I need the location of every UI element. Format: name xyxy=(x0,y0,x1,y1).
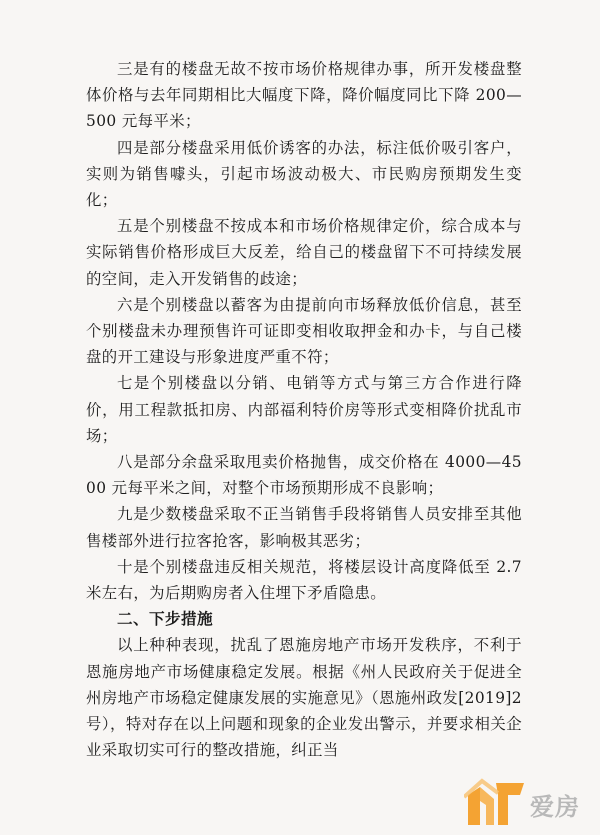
house-logo-icon xyxy=(464,769,528,829)
closing-paragraph: 以上种种表现，扰乱了恩施房地产市场开发秩序，不利于恩施房地产市场健康稳定发展。根据《州人民政府关于促进全州房地产市场稳定健康发展的实施意见》（恩施州政发[2019]2 号），特对存在以上问题和现象的企业发出警示，并要求相关企业采取切实可行的整改措施，纠正当 xyxy=(86,636,522,760)
paragraph-item-6: 六是个别楼盘以蓄客为由提前向市场释放低价信息，甚至个别楼盘未办理预售许可证即变相收取押金和办卡，与自己楼盘的开工建设与形象进度严重不符； xyxy=(86,295,522,367)
paragraph-item-10: 十是个别楼盘违反相关规范，将楼层设计高度降低至 2.7 米左右，为后期购房者入住埋下矛盾隐患。 xyxy=(86,557,522,603)
paragraph-item-5: 五是个别楼盘不按成本和市场价格规律定价，综合成本与实际销售价格形成巨大反差，给自己的楼盘留下不可持续发展的空间，走入开发销售的歧途； xyxy=(86,217,522,288)
watermark-logo xyxy=(464,769,594,831)
watermark-text: 爱房 xyxy=(530,793,580,821)
paragraph-item-4: 四是部分楼盘采用低价诱客的办法，标注低价吸引客户，实则为销售噱头，引起市场波动极大、市民购房预期发生变化； xyxy=(86,138,522,210)
document-body xyxy=(86,56,522,763)
paragraph-item-8: 八是部分余盘采取甩卖价格抛售，成交价格在 4000—4500 元每平米之间，对整个市场预期形成不良影响； xyxy=(86,453,522,498)
section-heading: 二、下步措施 xyxy=(117,610,213,629)
paragraph-item-9: 九是少数楼盘采取不正当销售手段将销售人员安排至其他售楼部外进行拉客抢客，影响极其恶劣； xyxy=(86,505,522,550)
paragraph-item-3: 三是有的楼盘无故不按市场价格规律办事，所开发楼盘整体价格与去年同期相比大幅度下降，降价幅度同比下降 200—500 元每平米； xyxy=(86,60,522,131)
paragraph-item-7: 七是个别楼盘以分销、电销等方式与第三方合作进行降价，用工程款抵扣房、内部福利特价房等形式变相降价扰乱市场； xyxy=(86,374,522,445)
